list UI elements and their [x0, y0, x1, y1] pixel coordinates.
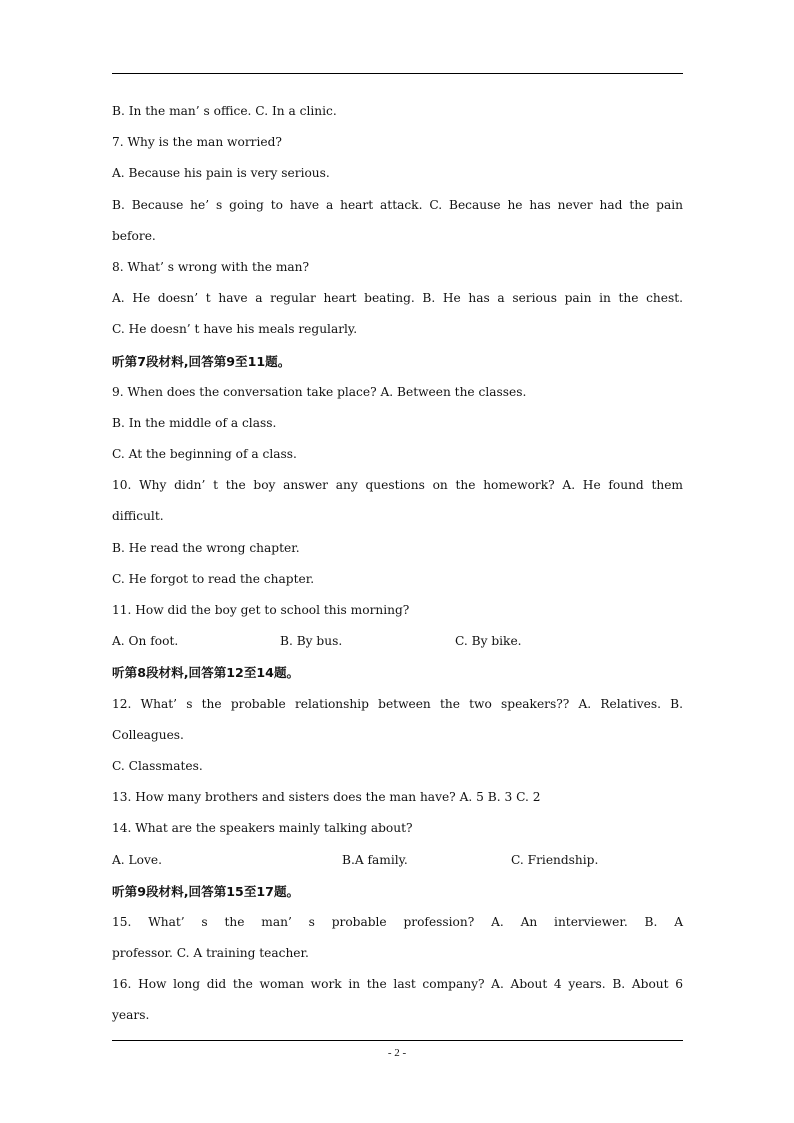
answer-option: C. By bike. [455, 634, 522, 649]
answer-option: C. He doesn’ t have his meals regularly. [112, 322, 358, 337]
answer-option-continued: before. [112, 228, 156, 243]
answer-option: A. He doesn’ t have a regular heart beating. B. He has a serious pain in the chest. [112, 291, 683, 306]
question-8: 8. What’ s wrong with the man? [112, 259, 310, 274]
answer-option-continued: Colleagues. [112, 727, 184, 742]
answer-option: B. In the middle of a class. [112, 415, 277, 430]
document-body [112, 96, 683, 1032]
question-9: 9. When does the conversation take place? A. Between the classes. [112, 384, 527, 399]
section-heading: 听第8段材料,回答第12至14题。 [112, 665, 300, 681]
answer-option: B. By bus. [280, 634, 343, 649]
section-heading: 听第7段材料,回答第9至11题。 [112, 353, 291, 369]
answer-option: B. In the man’ s office. C. In a clinic. [112, 104, 337, 118]
answer-option-continued: years. [112, 1008, 150, 1023]
answer-option: A. Because his pain is very serious. [112, 166, 330, 181]
section-heading: 听第9段材料,回答第15至17题。 [112, 883, 300, 899]
answer-option-continued: professor. C. A training teacher. [112, 946, 309, 961]
question-14: 14. What are the speakers mainly talking about? [112, 821, 413, 836]
answer-option: C. He forgot to read the chapter. [112, 571, 315, 586]
answer-option: C. Classmates. [112, 758, 203, 773]
question-12: 12. What’ s the probable relationship between the two speakers?? A. Relatives. B. [112, 696, 683, 711]
answer-option: C. Friendship. [511, 852, 599, 867]
answer-option: A. Love. [112, 852, 162, 867]
question-13: 13. How many brothers and sisters does the man have? A. 5 B. 3 C. 2 [112, 790, 541, 805]
header-rule [112, 73, 683, 74]
answer-option: B.A family. [342, 852, 408, 867]
page-number: - 2 - [387, 1047, 407, 1059]
answer-option: B. Because he’ s going to have a heart attack. C. Because he has never had the pain [112, 197, 683, 212]
answer-option: A. On foot. [112, 634, 179, 649]
answer-option: B. He read the wrong chapter. [112, 540, 300, 555]
question-11-options [112, 626, 683, 657]
question-14-options [112, 845, 683, 876]
question-10: 10. Why didn’ t the boy answer any questions on the homework? A. He found them [112, 478, 683, 493]
answer-option: C. At the beginning of a class. [112, 447, 297, 462]
question-15: 15. What’ s the man’ s probable profession? A. An interviewer. B. A [112, 914, 683, 929]
footer-rule [112, 1040, 683, 1041]
question-7: 7. Why is the man worried? [112, 135, 282, 150]
question-11: 11. How did the boy get to school this morning? [112, 603, 410, 617]
answer-option-continued: difficult. [112, 509, 164, 524]
question-16: 16. How long did the woman work in the last company? A. About 4 years. B. About 6 [112, 977, 683, 992]
